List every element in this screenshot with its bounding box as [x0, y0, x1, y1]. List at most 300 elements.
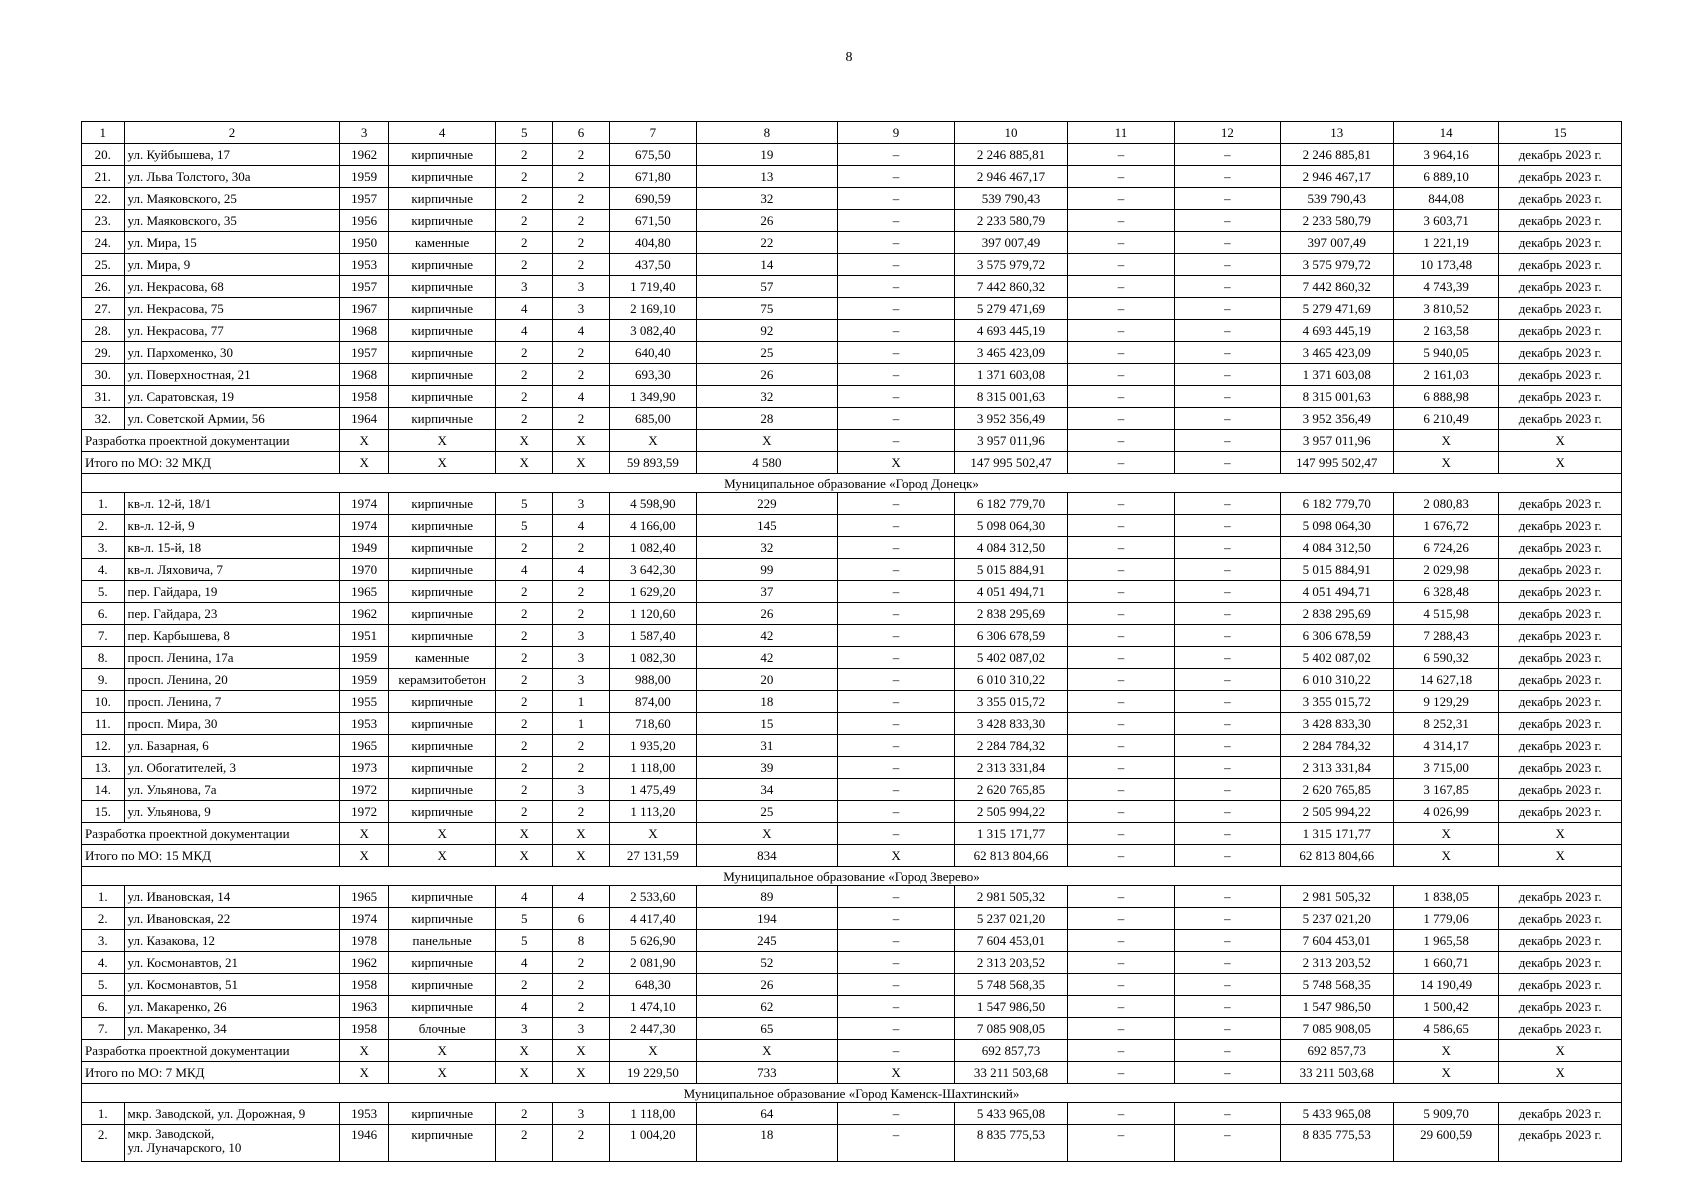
table-cell: 28. — [82, 320, 125, 342]
table-cell: 3 465 423,09 — [955, 342, 1067, 364]
table-cell: 2 — [553, 342, 610, 364]
table-cell: – — [1067, 298, 1174, 320]
table-cell: декабрь 2023 г. — [1499, 254, 1622, 276]
table-cell: 59 893,59 — [609, 452, 696, 474]
table-cell: 4 — [553, 320, 610, 342]
table-cell: – — [1067, 845, 1174, 867]
table-cell: 2 505 994,22 — [955, 801, 1067, 823]
table-cell: декабрь 2023 г. — [1499, 757, 1622, 779]
address-cell: ул. Поверхностная, 21 — [124, 364, 340, 386]
table-cell: 1963 — [340, 996, 389, 1018]
table-cell: 2 — [496, 801, 553, 823]
table-cell: кирпичные — [388, 996, 495, 1018]
table-cell: 194 — [696, 908, 837, 930]
design-documentation-row — [82, 1040, 1622, 1062]
table-cell: кирпичные — [388, 952, 495, 974]
table-cell: – — [1175, 1018, 1280, 1040]
table-cell: 1974 — [340, 493, 389, 515]
table-cell: 2 — [553, 996, 610, 1018]
table-cell: – — [1175, 647, 1280, 669]
table-cell: 404,80 — [609, 232, 696, 254]
table-cell: 7 442 860,32 — [955, 276, 1067, 298]
table-cell: 3 715,00 — [1393, 757, 1498, 779]
table-cell: панельные — [388, 930, 495, 952]
column-header: 15 — [1499, 122, 1622, 144]
table-cell: 5 015 884,91 — [955, 559, 1067, 581]
table-cell: декабрь 2023 г. — [1499, 386, 1622, 408]
table-cell: – — [837, 144, 955, 166]
table-cell: 2 — [496, 647, 553, 669]
table-cell: кирпичные — [388, 298, 495, 320]
table-cell: – — [837, 188, 955, 210]
table-cell: – — [1175, 952, 1280, 974]
table-cell: 3 — [553, 669, 610, 691]
column-header: 4 — [388, 122, 495, 144]
address-cell: пер. Карбышева, 8 — [124, 625, 340, 647]
municipality-total-row — [82, 845, 1622, 867]
table-cell: 1 965,58 — [1393, 930, 1498, 952]
table-cell: – — [1067, 1062, 1174, 1084]
table-cell: 29. — [82, 342, 125, 364]
table-cell: 3 — [553, 493, 610, 515]
table-cell: 10 173,48 — [1393, 254, 1498, 276]
table-cell: 25. — [82, 254, 125, 276]
table-cell: 147 995 502,47 — [955, 452, 1067, 474]
address-cell: ул. Саратовская, 19 — [124, 386, 340, 408]
table-cell: – — [1175, 581, 1280, 603]
table-cell: 4 — [553, 886, 610, 908]
table-cell: 4 580 — [696, 452, 837, 474]
table-row — [82, 144, 1622, 166]
table-cell: X — [696, 823, 837, 845]
table-cell: 1 547 986,50 — [955, 996, 1067, 1018]
table-cell: 1 113,20 — [609, 801, 696, 823]
table-cell: 1 — [553, 713, 610, 735]
table-cell: 6 — [553, 908, 610, 930]
table-cell: X — [496, 430, 553, 452]
table-cell: 2 — [553, 210, 610, 232]
table-row — [82, 1018, 1622, 1040]
table-cell: 9. — [82, 669, 125, 691]
table-cell: 32 — [696, 386, 837, 408]
address-cell: ул. Маяковского, 25 — [124, 188, 340, 210]
table-cell: 2 620 765,85 — [955, 779, 1067, 801]
table-cell: 1 629,20 — [609, 581, 696, 603]
table-cell: X — [1499, 1040, 1622, 1062]
table-cell: 718,60 — [609, 713, 696, 735]
table-cell: декабрь 2023 г. — [1499, 342, 1622, 364]
table-cell: X — [496, 1062, 553, 1084]
table-cell: 1. — [82, 886, 125, 908]
column-number-header — [82, 122, 1622, 144]
table-cell: 4 586,65 — [1393, 1018, 1498, 1040]
table-cell: 6 724,26 — [1393, 537, 1498, 559]
table-cell: – — [837, 537, 955, 559]
table-cell: 874,00 — [609, 691, 696, 713]
table-cell: декабрь 2023 г. — [1499, 669, 1622, 691]
table-cell: 26 — [696, 210, 837, 232]
column-header: 7 — [609, 122, 696, 144]
table-cell: 3 603,71 — [1393, 210, 1498, 232]
table-cell: 2 — [496, 342, 553, 364]
table-cell: 37 — [696, 581, 837, 603]
address-cell: ул. Макаренко, 26 — [124, 996, 340, 1018]
table-cell: 1968 — [340, 364, 389, 386]
table-cell: 2 — [496, 713, 553, 735]
table-cell: 33 211 503,68 — [955, 1062, 1067, 1084]
table-cell: 1958 — [340, 386, 389, 408]
table-cell: 4 417,40 — [609, 908, 696, 930]
table-cell: декабрь 2023 г. — [1499, 188, 1622, 210]
table-cell: 5 098 064,30 — [1280, 515, 1393, 537]
table-cell: 7 085 908,05 — [955, 1018, 1067, 1040]
table-cell: – — [1175, 603, 1280, 625]
column-header: 13 — [1280, 122, 1393, 144]
address-cell: ул. Некрасова, 75 — [124, 298, 340, 320]
table-cell: 8 — [553, 930, 610, 952]
table-cell: – — [1067, 801, 1174, 823]
table-cell: 19 229,50 — [609, 1062, 696, 1084]
table-row — [82, 908, 1622, 930]
table-cell: 1 779,06 — [1393, 908, 1498, 930]
address-cell: просп. Мира, 30 — [124, 713, 340, 735]
table-cell: декабрь 2023 г. — [1499, 1018, 1622, 1040]
table-cell: 1974 — [340, 515, 389, 537]
table-cell: кирпичные — [388, 779, 495, 801]
table-cell: 6 328,48 — [1393, 581, 1498, 603]
table-cell: 5 279 471,69 — [955, 298, 1067, 320]
table-cell: 4 084 312,50 — [1280, 537, 1393, 559]
table-cell: 14 — [696, 254, 837, 276]
table-cell: 5 — [496, 493, 553, 515]
table-cell: – — [1175, 144, 1280, 166]
table-cell: декабрь 2023 г. — [1499, 515, 1622, 537]
table-cell: 1 004,20 — [609, 1125, 696, 1162]
table-cell: 62 813 804,66 — [1280, 845, 1393, 867]
table-cell: декабрь 2023 г. — [1499, 298, 1622, 320]
summary-label: Разработка проектной документации — [82, 1040, 340, 1062]
table-row — [82, 625, 1622, 647]
table-cell: 7 085 908,05 — [1280, 1018, 1393, 1040]
table-row — [82, 166, 1622, 188]
table-cell: – — [1067, 364, 1174, 386]
address-cell: ул. Ульянова, 7а — [124, 779, 340, 801]
table-cell: 20. — [82, 144, 125, 166]
table-cell: 2 — [496, 364, 553, 386]
table-cell: – — [837, 342, 955, 364]
table-cell: кирпичные — [388, 801, 495, 823]
table-cell: 5 — [496, 908, 553, 930]
table-cell: 13 — [696, 166, 837, 188]
table-cell: 1 474,10 — [609, 996, 696, 1018]
table-cell: 32 — [696, 188, 837, 210]
table-cell: 1965 — [340, 735, 389, 757]
table-cell: 4 — [496, 886, 553, 908]
table-cell: 75 — [696, 298, 837, 320]
table-cell: 2 — [553, 735, 610, 757]
table-cell: 5 433 965,08 — [955, 1103, 1067, 1125]
table-cell: 34 — [696, 779, 837, 801]
table-row — [82, 952, 1622, 974]
table-cell: 13. — [82, 757, 125, 779]
table-cell: 4 — [496, 320, 553, 342]
table-cell: 19 — [696, 144, 837, 166]
table-cell: 4. — [82, 559, 125, 581]
column-header: 5 — [496, 122, 553, 144]
table-cell: – — [837, 386, 955, 408]
table-cell: – — [837, 886, 955, 908]
table-cell: 7. — [82, 1018, 125, 1040]
table-cell: – — [837, 996, 955, 1018]
table-cell: 2 163,58 — [1393, 320, 1498, 342]
table-cell: – — [837, 408, 955, 430]
table-cell: кирпичные — [388, 581, 495, 603]
summary-label: Итого по МО: 15 МКД — [82, 845, 340, 867]
column-header: 3 — [340, 122, 389, 144]
table-cell: – — [1175, 801, 1280, 823]
table-cell: 1968 — [340, 320, 389, 342]
table-cell: 1946 — [340, 1125, 389, 1162]
table-cell: 22 — [696, 232, 837, 254]
table-cell: – — [837, 1125, 955, 1162]
table-cell: 6. — [82, 603, 125, 625]
table-cell: X — [1393, 845, 1498, 867]
table-row — [82, 515, 1622, 537]
table-cell: – — [837, 625, 955, 647]
table-cell: блочные — [388, 1018, 495, 1040]
table-cell: декабрь 2023 г. — [1499, 713, 1622, 735]
table-cell: – — [1067, 757, 1174, 779]
table-cell: 844,08 — [1393, 188, 1498, 210]
table-cell: 2 313 203,52 — [1280, 952, 1393, 974]
table-cell: 2 233 580,79 — [1280, 210, 1393, 232]
table-cell: – — [1175, 1040, 1280, 1062]
table-cell: 7 288,43 — [1393, 625, 1498, 647]
table-cell: 1 315 171,77 — [955, 823, 1067, 845]
table-cell: 18 — [696, 1125, 837, 1162]
address-cell: ул. Ивановская, 14 — [124, 886, 340, 908]
table-cell: – — [837, 430, 955, 452]
municipality-total-row — [82, 452, 1622, 474]
table-cell: 397 007,49 — [1280, 232, 1393, 254]
column-header: 12 — [1175, 122, 1280, 144]
table-cell: 6 888,98 — [1393, 386, 1498, 408]
table-cell: 6 010 310,22 — [1280, 669, 1393, 691]
table-cell: 25 — [696, 342, 837, 364]
table-cell: 1 — [553, 691, 610, 713]
table-cell: кирпичные — [388, 691, 495, 713]
table-cell: X — [609, 430, 696, 452]
table-cell: 33 211 503,68 — [1280, 1062, 1393, 1084]
table-cell: – — [837, 166, 955, 188]
table-cell: – — [1067, 1103, 1174, 1125]
table-cell: 14 627,18 — [1393, 669, 1498, 691]
address-cell: ул. Мира, 9 — [124, 254, 340, 276]
table-cell: 2 946 467,17 — [1280, 166, 1393, 188]
column-header: 1 — [82, 122, 125, 144]
table-cell: 1 660,71 — [1393, 952, 1498, 974]
table-cell: 8 835 775,53 — [955, 1125, 1067, 1162]
table-cell: X — [340, 1040, 389, 1062]
table-body — [82, 122, 1622, 1162]
summary-label: Итого по МО: 7 МКД — [82, 1062, 340, 1084]
table-cell: 3 — [553, 647, 610, 669]
table-cell: 9 129,29 — [1393, 691, 1498, 713]
table-cell: – — [837, 1018, 955, 1040]
table-cell: 5 433 965,08 — [1280, 1103, 1393, 1125]
table-cell: 1962 — [340, 952, 389, 974]
table-cell: X — [1393, 430, 1498, 452]
table-cell: 2 — [496, 691, 553, 713]
table-cell: – — [1175, 188, 1280, 210]
address-cell: кв-л. 12-й, 18/1 — [124, 493, 340, 515]
table-cell: 3 355 015,72 — [955, 691, 1067, 713]
table-cell: 3 957 011,96 — [1280, 430, 1393, 452]
table-cell: – — [1175, 1062, 1280, 1084]
table-cell: 7 604 453,01 — [955, 930, 1067, 952]
table-cell: 640,40 — [609, 342, 696, 364]
table-cell: – — [1067, 166, 1174, 188]
table-cell: – — [837, 320, 955, 342]
table-cell: декабрь 2023 г. — [1499, 886, 1622, 908]
table-cell: 6 182 779,70 — [1280, 493, 1393, 515]
address-cell: просп. Ленина, 17а — [124, 647, 340, 669]
table-cell: 1 371 603,08 — [1280, 364, 1393, 386]
table-cell: 4 026,99 — [1393, 801, 1498, 823]
table-cell: 2. — [82, 908, 125, 930]
table-cell: 42 — [696, 647, 837, 669]
table-cell: – — [837, 974, 955, 996]
table-cell: 1972 — [340, 801, 389, 823]
table-cell: кирпичные — [388, 886, 495, 908]
table-cell: X — [388, 845, 495, 867]
table-cell: X — [1393, 1040, 1498, 1062]
table-cell: X — [340, 452, 389, 474]
table-cell: 4 — [553, 386, 610, 408]
table-cell: 692 857,73 — [1280, 1040, 1393, 1062]
table-cell: 1 118,00 — [609, 1103, 696, 1125]
table-cell: – — [1175, 996, 1280, 1018]
table-cell: X — [388, 1062, 495, 1084]
table-cell: X — [553, 823, 610, 845]
table-cell: декабрь 2023 г. — [1499, 493, 1622, 515]
table-cell: X — [388, 430, 495, 452]
table-cell: – — [1175, 625, 1280, 647]
table-cell: 27 131,59 — [609, 845, 696, 867]
table-cell: – — [837, 823, 955, 845]
address-cell: ул. Мира, 15 — [124, 232, 340, 254]
table-cell: – — [1067, 254, 1174, 276]
address-cell: ул. Пархоменко, 30 — [124, 342, 340, 364]
table-cell: 4 — [496, 559, 553, 581]
table-cell: – — [1175, 845, 1280, 867]
table-cell: 92 — [696, 320, 837, 342]
table-cell: 3 167,85 — [1393, 779, 1498, 801]
table-cell: декабрь 2023 г. — [1499, 144, 1622, 166]
table-cell: 6. — [82, 996, 125, 1018]
table-cell: декабрь 2023 г. — [1499, 691, 1622, 713]
table-cell: – — [1067, 647, 1174, 669]
table-row — [82, 298, 1622, 320]
table-cell: – — [837, 691, 955, 713]
table-cell: 1 221,19 — [1393, 232, 1498, 254]
table-cell: 26. — [82, 276, 125, 298]
municipality-heading: Муниципальное образование «Город Зверево» — [82, 867, 1622, 886]
table-cell: 2 233 580,79 — [955, 210, 1067, 232]
table-cell: 2 — [496, 669, 553, 691]
table-cell: X — [553, 452, 610, 474]
table-cell: 1 118,00 — [609, 757, 696, 779]
table-cell: 2 — [553, 364, 610, 386]
table-cell: кирпичные — [388, 735, 495, 757]
table-cell: 7. — [82, 625, 125, 647]
table-cell: 6 306 678,59 — [1280, 625, 1393, 647]
table-cell: – — [1175, 210, 1280, 232]
table-cell: – — [837, 908, 955, 930]
table-cell: X — [496, 823, 553, 845]
table-cell: 1972 — [340, 779, 389, 801]
table-cell: 2 — [553, 188, 610, 210]
table-cell: – — [837, 1040, 955, 1062]
table-cell: – — [1067, 232, 1174, 254]
table-row — [82, 581, 1622, 603]
table-row — [82, 801, 1622, 823]
table-cell: 3 575 979,72 — [1280, 254, 1393, 276]
table-cell: – — [1175, 254, 1280, 276]
table-cell: – — [1067, 493, 1174, 515]
table-cell: декабрь 2023 г. — [1499, 408, 1622, 430]
table-cell: 2 313 203,52 — [955, 952, 1067, 974]
table-cell: – — [1067, 386, 1174, 408]
table-cell: декабрь 2023 г. — [1499, 930, 1622, 952]
table-cell: кирпичные — [388, 1103, 495, 1125]
table-cell: 99 — [696, 559, 837, 581]
table-cell: – — [1175, 1125, 1280, 1162]
table-cell: 671,80 — [609, 166, 696, 188]
table-cell: 8 315 001,63 — [955, 386, 1067, 408]
table-row — [82, 386, 1622, 408]
table-cell: 8 315 001,63 — [1280, 386, 1393, 408]
table-cell: X — [1393, 452, 1498, 474]
table-cell: керамзитобетон — [388, 669, 495, 691]
table-cell: – — [1067, 1040, 1174, 1062]
table-cell: X — [837, 1062, 955, 1084]
table-cell: – — [1175, 298, 1280, 320]
table-cell: – — [1175, 757, 1280, 779]
table-cell: 20 — [696, 669, 837, 691]
table-cell: – — [1067, 996, 1174, 1018]
table-cell: декабрь 2023 г. — [1499, 735, 1622, 757]
table-cell: 2 — [496, 1125, 553, 1162]
table-cell: – — [1175, 386, 1280, 408]
table-cell: – — [1067, 908, 1174, 930]
table-cell: 4 — [496, 952, 553, 974]
table-cell: 28 — [696, 408, 837, 430]
table-cell: 2. — [82, 1125, 125, 1162]
table-cell: X — [1393, 823, 1498, 845]
table-cell: 245 — [696, 930, 837, 952]
table-cell: 23. — [82, 210, 125, 232]
table-cell: – — [1175, 166, 1280, 188]
table-cell: – — [1175, 908, 1280, 930]
table-cell: – — [837, 713, 955, 735]
column-header: 6 — [553, 122, 610, 144]
table-cell: – — [837, 232, 955, 254]
table-cell: – — [1175, 735, 1280, 757]
table-cell: 2. — [82, 515, 125, 537]
table-cell: 648,30 — [609, 974, 696, 996]
table-row — [82, 210, 1622, 232]
